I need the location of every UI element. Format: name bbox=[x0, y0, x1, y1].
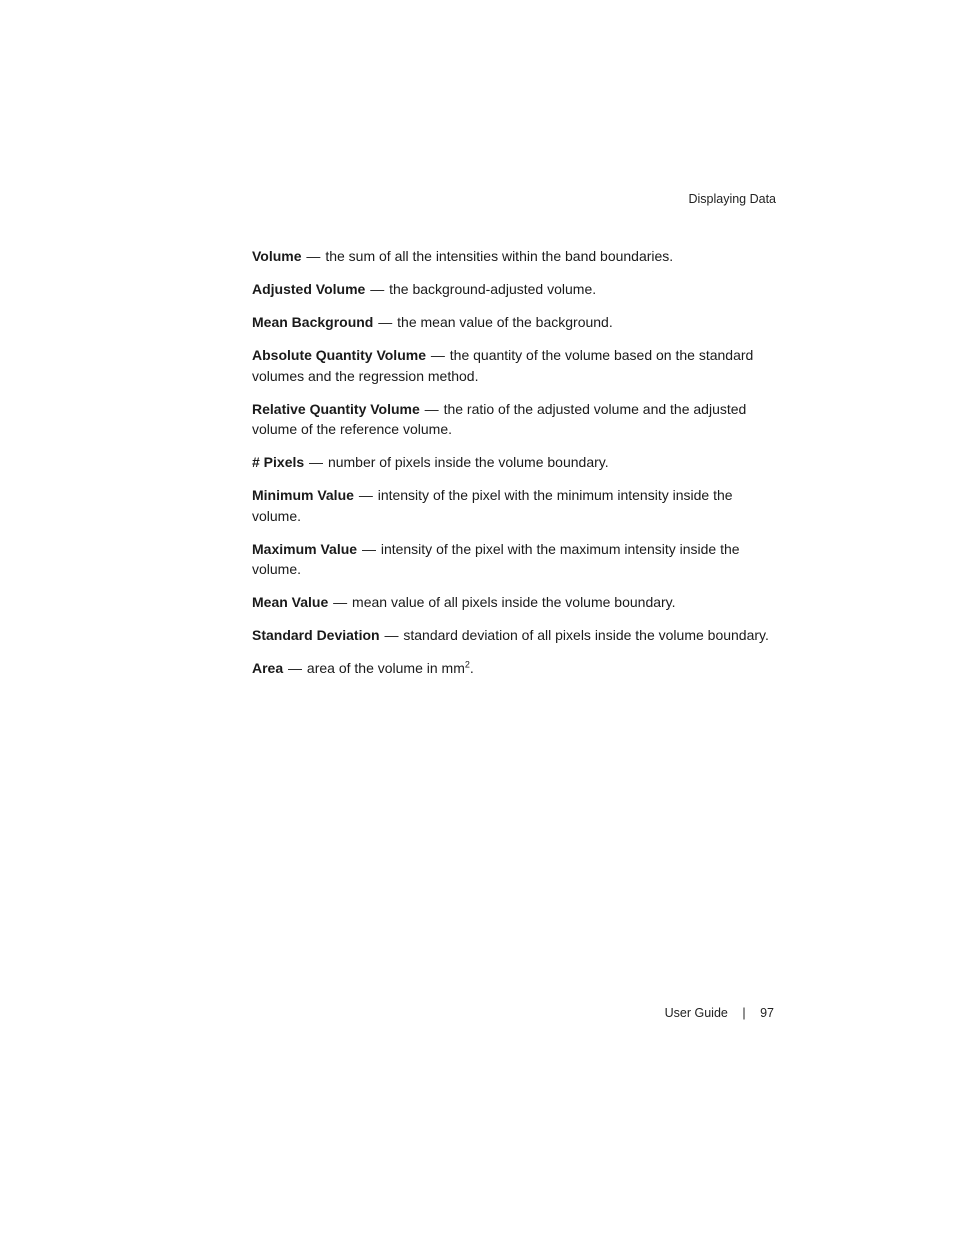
definition-term: Standard Deviation bbox=[252, 627, 380, 643]
definition-item bbox=[252, 279, 782, 300]
definition-separator: — bbox=[306, 248, 321, 264]
definition-term: Adjusted Volume bbox=[252, 281, 366, 297]
definition-term: Volume bbox=[252, 248, 302, 264]
definition-item bbox=[252, 345, 782, 386]
definition-separator: — bbox=[378, 314, 393, 330]
definition-description: area of the volume in mm bbox=[306, 660, 465, 676]
definition-term: Area bbox=[252, 660, 284, 676]
definition-term: Maximum Value bbox=[252, 540, 358, 557]
definition-description: standard deviation of all pixels inside the volume boundary. bbox=[403, 627, 769, 643]
definition-item bbox=[252, 658, 782, 679]
definition-separator: — bbox=[430, 347, 445, 363]
definition-description: the quantity of the volume based on the standard volumes and the regression method. bbox=[252, 347, 754, 384]
definition-item bbox=[252, 312, 782, 333]
definition-description: the ratio of the adjusted volume and the adjusted volume of the reference volume. bbox=[252, 400, 747, 437]
definition-suffix: . bbox=[469, 660, 474, 676]
definition-item bbox=[252, 399, 782, 440]
definition-term: Relative Quantity Volume bbox=[252, 400, 420, 417]
definition-separator: — bbox=[358, 487, 373, 503]
definition-description: number of pixels inside the volume boundary. bbox=[327, 454, 609, 470]
definition-separator: — bbox=[370, 281, 385, 297]
definition-description: intensity of the pixel with the maximum intensity inside the volume. bbox=[252, 540, 740, 577]
definition-description: the mean value of the background. bbox=[397, 314, 613, 330]
definition-item bbox=[252, 539, 782, 580]
running-footer bbox=[665, 1006, 774, 1020]
footer-divider: | bbox=[742, 1006, 746, 1020]
running-header: Displaying Data bbox=[688, 192, 776, 206]
definition-term: Minimum Value bbox=[252, 487, 354, 503]
definition-separator: — bbox=[361, 540, 376, 557]
definition-separator: — bbox=[333, 594, 348, 610]
definition-term: Absolute Quantity Volume bbox=[252, 347, 426, 363]
definition-list bbox=[252, 246, 782, 691]
definition-separator: — bbox=[384, 627, 399, 643]
definition-term: # Pixels bbox=[252, 454, 305, 470]
definition-term: Mean Value bbox=[252, 594, 329, 610]
definition-item bbox=[252, 592, 782, 613]
definition-description: mean value of all pixels inside the volume boundary. bbox=[352, 594, 676, 610]
page-number: 97 bbox=[760, 1006, 774, 1020]
unit-superscript: 2 bbox=[464, 659, 470, 670]
definition-description: the background-adjusted volume. bbox=[389, 281, 597, 297]
definition-description: the sum of all the intensities within the band boundaries. bbox=[325, 248, 674, 264]
definition-item bbox=[252, 485, 782, 526]
guide-name: User Guide bbox=[664, 1006, 728, 1020]
definition-separator: — bbox=[424, 400, 439, 417]
definition-item bbox=[252, 625, 782, 646]
definition-description: intensity of the pixel with the minimum intensity inside the volume. bbox=[252, 487, 733, 524]
definition-separator: — bbox=[309, 454, 324, 470]
definition-item bbox=[252, 246, 782, 267]
definition-item bbox=[252, 452, 782, 473]
definition-term: Mean Background bbox=[252, 314, 374, 330]
definition-separator: — bbox=[288, 660, 303, 676]
